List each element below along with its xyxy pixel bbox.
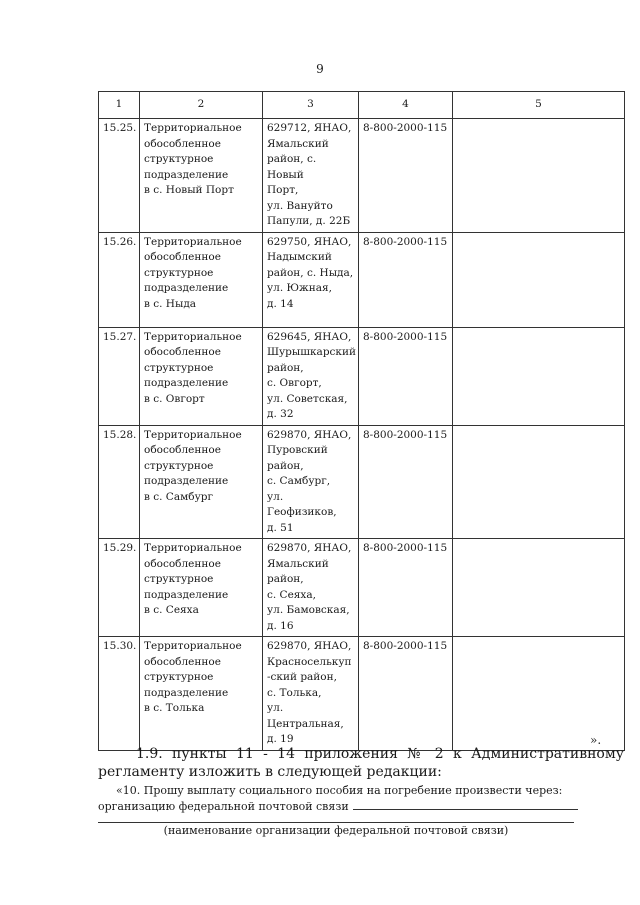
subdivision-name-line: обособленное [144,557,221,570]
header-col-4: 4 [359,92,453,119]
address-line: 629750, ЯНАО, [267,235,352,248]
address-line: район, [267,459,304,472]
address-line: д. 19 [267,733,294,745]
address-line: с. Самбург, [267,475,331,487]
subdivision-name-line: Территориальное [144,428,242,441]
address-line: ул. Вануйто [267,199,333,212]
table-row [99,637,625,751]
subdivision-name-line: в с. Сеяха [144,604,199,616]
address-line: ул. Южная, [267,282,332,294]
address-line: с. Сеяха, [267,588,316,601]
row-number: 15.29. [99,539,140,637]
subdivision-name-line: подразделение [144,475,229,487]
address-line: -ский район, [267,671,337,683]
subdivision-name [140,425,263,539]
address-line: 629712, ЯНАО, [267,122,352,134]
address-line: район, [267,573,304,585]
header-col-5: 5 [453,92,625,119]
subdivision-name-line: подразделение [144,282,229,294]
address [263,327,359,425]
subdivision-name [140,232,263,327]
subdivision-name-line: структурное [144,459,214,472]
phone-number: 8-800-2000-115 [359,232,453,327]
address-line: Папули, д. 22Б [267,215,351,227]
column-5-cell [453,327,625,425]
address-line: ул. Геофизиков, [267,490,337,518]
column-5-cell [453,119,625,233]
address [263,425,359,539]
item-10-text: «10. Прошу выплату социального пособия на погребение произвести через: [116,784,563,797]
address-line: 629645, ЯНАО, [267,330,352,343]
subdivision-name [140,119,263,233]
subdivision-name-line: структурное [144,671,214,683]
phone-number: 8-800-2000-115 [359,327,453,425]
address-line: Надымский [267,251,332,263]
subdivision-name-line: в с. Ныда [144,297,197,310]
table-body [99,119,625,751]
header-col-3: 3 [263,92,359,119]
address-line: Центральная, [267,717,344,730]
subdivision-name-line: подразделение [144,588,229,601]
address-line: 629870, ЯНАО, [267,542,352,554]
item-10-post-org [98,798,624,814]
address-line: район, с. Ныда, [267,266,354,279]
address-line: ул. Советская, [267,392,348,405]
subdivision-name-line: обособленное [144,251,221,263]
table-row [99,119,625,233]
address-line: Шурышкарский [267,346,356,358]
subdivision-name-line: структурное [144,153,214,165]
subdivision-name-line: подразделение [144,168,229,181]
post-org-caption: (наименование организации федеральной почтовой связи) [163,824,509,837]
closing-quote-mark: ». [590,733,602,747]
address [263,119,359,233]
subdivision-name-line: обособленное [144,655,221,668]
phone-number: 8-800-2000-115 [359,539,453,637]
header-col-1: 1 [99,92,140,119]
subdivision-name-line: в с. Овгорт [144,392,205,405]
address-line: Порт, [267,184,299,196]
subdivision-name-line: Территориальное [144,330,242,343]
address-line: с. Толька, [267,686,322,699]
table-header-row [99,92,625,119]
address-line: с. Овгорт, [267,377,322,389]
address-line: 629870, ЯНАО, [267,428,352,441]
column-5-cell [453,425,625,539]
post-org-label: организацию федеральной почтовой связи [98,800,349,813]
post-org-fill-line [353,798,578,810]
subdivision-name-line: Территориальное [144,235,242,248]
regulation-table [98,91,625,751]
table-row [99,327,625,425]
subdivision-name-line: подразделение [144,377,229,389]
row-number: 15.25. [99,119,140,233]
table-row [99,539,625,637]
address-line: район, с. Новый [267,153,317,181]
subdivision-name [140,637,263,751]
subdivision-name-line: обособленное [144,346,221,358]
row-number: 15.26. [99,232,140,327]
address-line: ул. Бамовская, [267,604,350,616]
phone-number: 8-800-2000-115 [359,119,453,233]
header-col-2: 2 [140,92,263,119]
subdivision-name-line: структурное [144,361,214,374]
page-number: 9 [316,62,324,76]
phone-number: 8-800-2000-115 [359,425,453,539]
subdivision-name-line: в с. Толька [144,702,205,714]
subdivision-name-line: обособленное [144,137,221,150]
subdivision-name-line: структурное [144,266,214,279]
address [263,539,359,637]
table-row [99,232,625,327]
subdivision-name-line: подразделение [144,686,229,699]
address-line: Красноселькуп [267,655,352,668]
phone-number: 8-800-2000-115 [359,637,453,751]
address-line: д. 32 [267,408,294,420]
address-line: 629870, ЯНАО, [267,640,352,652]
address-line: д. 16 [267,619,294,632]
table-row [99,425,625,539]
subdivision-name-line: Территориальное [144,122,242,134]
row-number: 15.28. [99,425,140,539]
column-5-cell [453,232,625,327]
address-line: д. 51 [267,521,294,534]
subdivision-name [140,327,263,425]
address-line: Пуровский [267,444,328,456]
row-number: 15.27. [99,327,140,425]
row-number: 15.30. [99,637,140,751]
subdivision-name-line: Территориальное [144,640,242,652]
address-line: д. 14 [267,297,294,310]
subdivision-name [140,539,263,637]
subdivision-name-line: в с. Новый Порт [144,184,234,196]
address-line: Ямальский [267,557,329,570]
paragraph-1-9: 1.9. пункты 11 - 14 приложения № 2 к Административному регламенту изложить в следующей редакции: [98,746,624,780]
subdivision-name-line: структурное [144,573,214,585]
address [263,637,359,751]
address-line: ул. [267,702,284,714]
subdivision-name-line: обособленное [144,444,221,456]
address-line: Ямальский [267,137,329,150]
column-5-cell [453,539,625,637]
address-line: район, [267,361,304,374]
subdivision-name-line: Территориальное [144,542,242,554]
subdivision-name-line: в с. Самбург [144,490,213,503]
address [263,232,359,327]
